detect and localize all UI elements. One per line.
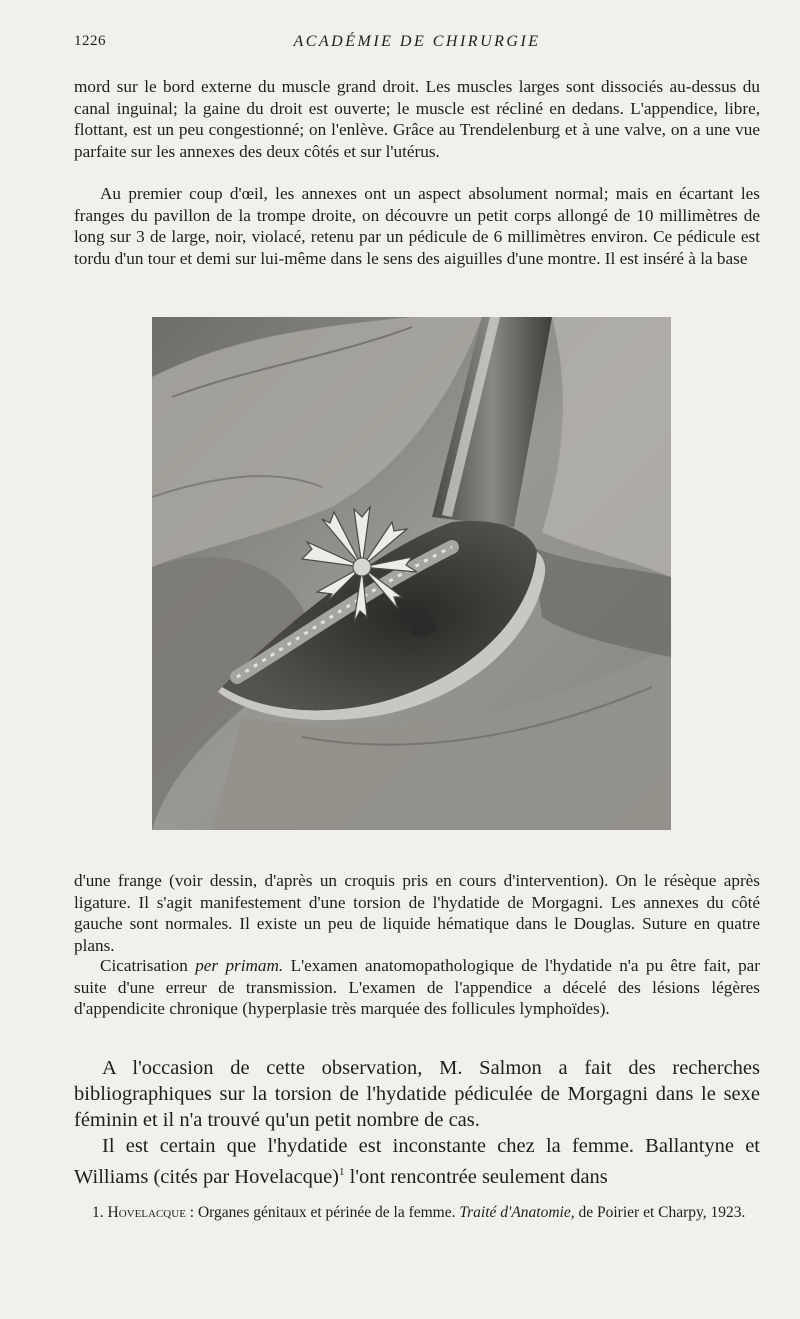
surgical-drawing [152,317,671,830]
paragraph-1: mord sur le bord externe du muscle grand droit. Les muscles larges sont dissociés au-dessus du canal inguinal; la gaine du droit est ouverte; le muscle est récliné en dedans. L'appendice, libre, flottant, est un peu congestionné; on l'enlève. Grâce au Trendelenburg et à une valve, on a une vue parfaite sur les annexes des deux côtés et sur l'utérus. [74,77,760,161]
footnote-number: 1. [92,1204,104,1221]
paragraph-4-italic: per primam. [195,956,284,975]
paragraph-6 [74,1133,760,1190]
paragraph-5: A l'occasion de cette observation, M. Salmon a fait des recherches bibliographiques sur la torsion de l'hydatide pédiculée de Morgagni dans le sexe féminin et il n'a trouvé qu'un petit nombre de cas. [74,1057,760,1131]
footnote-italic: Traité d'Anatomie, [459,1204,575,1221]
footnote-author: Hovelacque [107,1204,186,1221]
paragraph-6-text-b: l'ont rencontrée seulement dans [344,1165,608,1188]
paragraph-4 [74,955,760,1020]
footnote [74,1203,760,1223]
paragraph-2: Au premier coup d'œil, les annexes ont un aspect absolument normal; mais en écartant les franges du pavillon de la trompe droite, on découvre un petit corps allongé de 10 millimètres de long sur 3 de large, noir, violacé, retenu par un pédicule de 6 millimètres environ. Ce pédicule est tordu d'un tour et demi sur lui-même dans le sens des aiguilles d'une montre. Il est inséré à la base [74,184,760,268]
page-number: 1226 [74,33,106,49]
paragraph-3: d'une frange (voir dessin, d'après un croquis pris en cours d'intervention). On le résèque après ligature. Il s'agit manifestement d'une torsion de l'hydatide de Morgagni. Les annexes du côté gauche sont normales. Il existe un peu de liquide hématique dans le Douglas. Suture en quatre plans. [74,871,760,955]
paragraph-4-text-b: L'examen anatomopathologique de l'hydatide n'a pu être fait, par suite d'une erreur de transmission. L'examen de l'appendice a décelé des lésions légères d'appendicite chronique (hyperplasie très marquée des follicules lymphoïdes). [74,956,761,1018]
running-header [74,33,760,55]
surgical-illustration [152,317,671,830]
footnote-text-a: : Organes génitaux et périnée de la femme. [185,1204,460,1221]
paragraph-4-text-a: Cicatrisation [100,956,196,975]
running-title: ACADÉMIE DE CHIRURGIE [293,33,541,50]
paragraph-6-text-a: Il est certain que l'hydatide est inconstante chez la femme. Ballantyne et Williams (cités par Hovelacque) [74,1135,760,1188]
footnote-reference: 1 [339,1166,345,1178]
footnote-text-b: de Poirier et Charpy, 1923. [574,1204,746,1221]
